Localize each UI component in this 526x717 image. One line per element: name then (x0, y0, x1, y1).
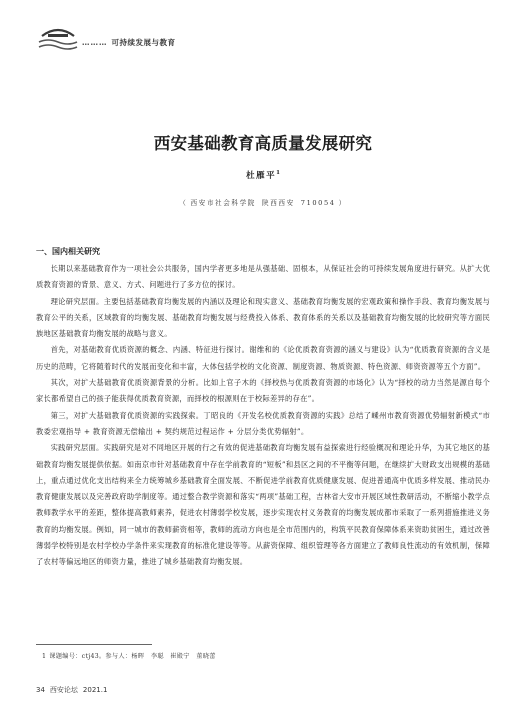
article-body (36, 246, 490, 571)
article-title: 西安基础教育高质量发展研究 (153, 134, 373, 153)
series-dots: ……… (82, 38, 108, 47)
affiliation-city: 陕西西安 (262, 199, 295, 207)
section-heading: 一、国内相关研究 (36, 247, 100, 256)
author-line (0, 169, 526, 181)
page-number: 34 (36, 686, 45, 694)
footnote (42, 651, 219, 660)
affiliation-org: 西安市社会科学院 (190, 199, 256, 207)
footnote-text: 课题编号：ctj43。参与人：杨晖 李聪 崔殿宁 董晓蕾 (49, 653, 216, 660)
affiliation-postcode: 710054 (300, 199, 336, 207)
footnote-divider (36, 644, 152, 645)
body-paragraph: 理论研究层面。主要包括基础教育均衡发展的内涵以及理论和现实意义、基础教育均衡发展的宏观政策和操作手段、教育均衡发展与教育公平的关系，区域教育的均衡发展、基础教育均衡发展与经费投入体系、教育体系的关系以及基础教育均衡发展的比较研究等方面民族地区基础教育均衡发展的战略与意义。 (36, 296, 490, 339)
footnote-mark: 1 (42, 653, 47, 660)
author-name: 杜雁平 (246, 171, 277, 181)
author-note-mark: 1 (276, 170, 280, 177)
series-name: 可持续发展与教育 (111, 38, 176, 47)
affiliation: （ 西安市社会科学院 陕西西安 710054 ） (179, 199, 347, 207)
series-label (82, 37, 176, 48)
body-paragraph: 实践研究层面。实践研究是对不同地区开展的行之有效的促进基础教育均衡发展有益探索进行经验概况和理论升华，为其它地区的基础教育均衡发展提供依据。如南京市针对基础教育中存在学前教育的“短板”和县区之间的不平衡等问题，在继续扩大财政支出规模的基础上，重点通过优化支出结构来全力统筹城乡基础教育全面发展、不断促进学前教育优质健康发展、促进普通高中优质多样发展、推动民办教育健康发展以及完善政府助学制度等。通过整合教学资源和落实“两项”基础工程，吉林省大安市开展区域性教研活动，不断缩小教学点教师教学水平的差距，整体提高教师素养，促进农村薄弱学校发展，逐步实现农村义务教育的均衡发展成都市采取了一系列措施推进义务教育的均衡发展。例如，同一城市的教师薪资相等，教师的流动方向也是全市范围内的，构筑平民教育保障体系来资助贫困生，通过改善薄弱学校特别是农村学校办学条件来实现教育的标准化建设等等。从薪资保障、组织管理等各方面建立了教师良性流动的有效机制，保障了农村等偏远地区的师资力量，推进了城乡基础教育均衡发展。 (36, 443, 490, 567)
body-paragraph: 长期以来基础教育作为一项社会公共服务，国内学者更多地是从强基础、固根本，从保证社会的可持续发展角度进行研究。从扩大优质教育资源的背景、意义、方式、问题进行了多方位的探讨。 (36, 264, 490, 290)
page-footer (36, 685, 112, 695)
body-paragraph: 第三，对扩大基础教育优质资源的实践探索。丁昭良的《开发名校优质教育资源的实践》总结了嵊州市教育资源优势辐射新模式“市教委宏观指导 + 教育资源无偿输出 + 契约规范过程运作 + 分层分类优势辐射”。 (36, 410, 490, 436)
body-paragraph: 其次，对扩大基础教育优质资源背景的分析。比如上官子木的《择校热与优质教育资源的市场化》认为“择校的动力当然是源自每个家长都希望自己的孩子能获得优质教育资源，而择校的根源则在于校际差异的存在”。 (36, 378, 490, 404)
series-logo-icon (38, 22, 78, 50)
body-paragraph: 首先，对基础教育优质资源的概念、内涵、特征进行探讨。谢维和的《论优质教育资源的涵义与建设》认为“优质教育资源的含义是历史的范畴，它将随着时代的发展而变化和丰富，大体包括学校的文化资源、制度资源、物质资源、特色资源、师资资源等五个方面”。 (36, 345, 490, 371)
journal-name: 西安论坛 (49, 686, 78, 694)
journal-issue: 2021.1 (82, 686, 108, 694)
